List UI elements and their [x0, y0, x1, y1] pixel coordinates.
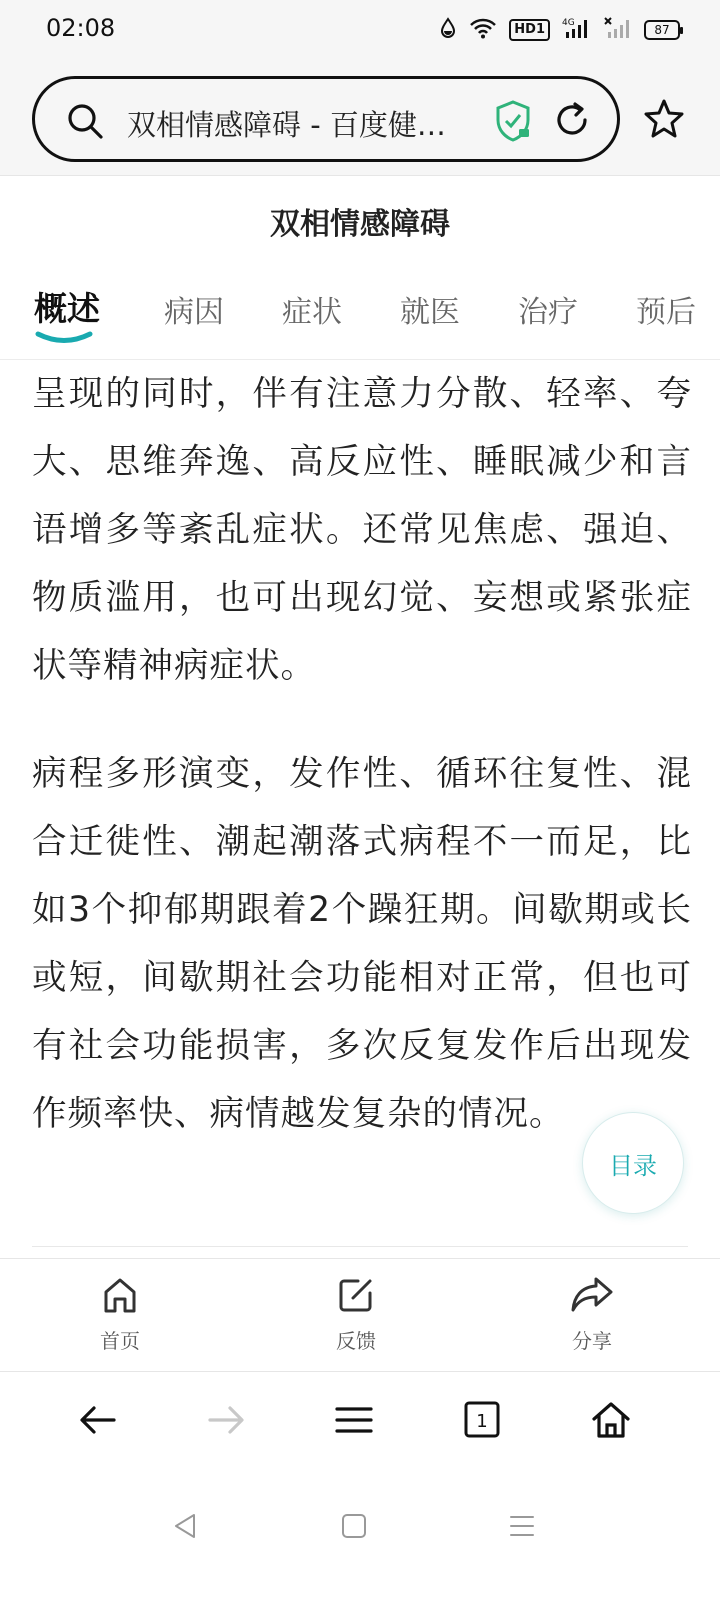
status-bar	[0, 0, 720, 64]
reload-icon[interactable]	[551, 99, 593, 145]
search-icon	[65, 101, 105, 145]
status-icons	[439, 16, 680, 44]
url-text[interactable]: 双相情感障碍 - 百度健…	[127, 108, 446, 142]
signal-4g-icon	[562, 16, 592, 44]
browser-home-icon[interactable]	[590, 1400, 632, 1444]
bookmark-star-icon[interactable]	[644, 98, 684, 142]
status-time: 02:08	[46, 14, 116, 42]
action-bar	[0, 1258, 720, 1372]
tab-overview[interactable]: 概述	[34, 289, 100, 328]
tab-symptoms[interactable]: 症状	[282, 295, 342, 330]
tab-diagnosis[interactable]: 就医	[400, 295, 460, 330]
home-action-button[interactable]	[60, 1275, 180, 1354]
article-paragraph: 呈现的同时，伴有注意力分散、轻率、夸大、思维奔逸、高反应性、睡眠减少和言语增多等紊乱症状。还常见焦虑、强迫、物质滥用，也可出现幻觉、妄想或紧张症状等精神病症状。	[32, 374, 692, 686]
article-body	[32, 360, 692, 1148]
page-title: 双相情感障碍	[270, 207, 450, 242]
forward-arrow-icon[interactable]	[206, 1400, 246, 1444]
share-action-label: 分享	[572, 1329, 612, 1353]
wifi-icon	[469, 17, 497, 43]
tab-causes[interactable]: 病因	[164, 295, 224, 330]
address-bar[interactable]	[32, 76, 620, 162]
battery-indicator: 87	[644, 20, 680, 40]
edit-square-icon	[296, 1275, 416, 1319]
water-drop-icon	[439, 17, 457, 43]
tab-treatment[interactable]: 治疗	[518, 295, 578, 330]
share-arrow-icon	[532, 1275, 652, 1319]
hd-voice-badge: HD1	[509, 19, 550, 41]
address-bar-area	[0, 64, 720, 176]
article-paragraph: 病程多形演变，发作性、循环往复性、混合迁徙性、潮起潮落式病程不一而足，比如3个抑郁期跟着2个躁狂期。间歇期或长或短，间歇期社会功能相对正常，但也可有社会功能损害，多次反复发作后出现发作频率快、病情越发复杂的情况。	[32, 754, 692, 1134]
page-header	[0, 177, 720, 360]
signal-no-service-icon	[604, 16, 632, 44]
back-arrow-icon[interactable]	[78, 1400, 118, 1444]
feedback-action-button[interactable]	[296, 1275, 416, 1354]
system-nav-bar	[0, 1472, 720, 1600]
system-recents-icon[interactable]	[508, 1512, 536, 1544]
browser-nav-bar	[0, 1372, 720, 1472]
feedback-action-label: 反馈	[336, 1329, 376, 1353]
security-shield-icon[interactable]	[493, 99, 533, 147]
active-tab-indicator	[34, 331, 94, 345]
menu-icon[interactable]	[334, 1400, 374, 1444]
tab-count: 1	[476, 1411, 488, 1432]
tab-prognosis[interactable]: 预后	[636, 295, 696, 330]
home-action-label: 首页	[100, 1329, 140, 1353]
network-type-label: 4G	[562, 18, 575, 28]
content-divider	[32, 1246, 688, 1247]
section-tabs	[0, 287, 720, 347]
share-action-button[interactable]	[532, 1275, 652, 1354]
house-icon	[60, 1275, 180, 1319]
toc-button[interactable]: 目录	[582, 1112, 684, 1214]
system-home-icon[interactable]	[340, 1512, 368, 1544]
tabs-switcher-button[interactable]	[462, 1400, 502, 1444]
system-back-icon[interactable]	[172, 1512, 200, 1544]
